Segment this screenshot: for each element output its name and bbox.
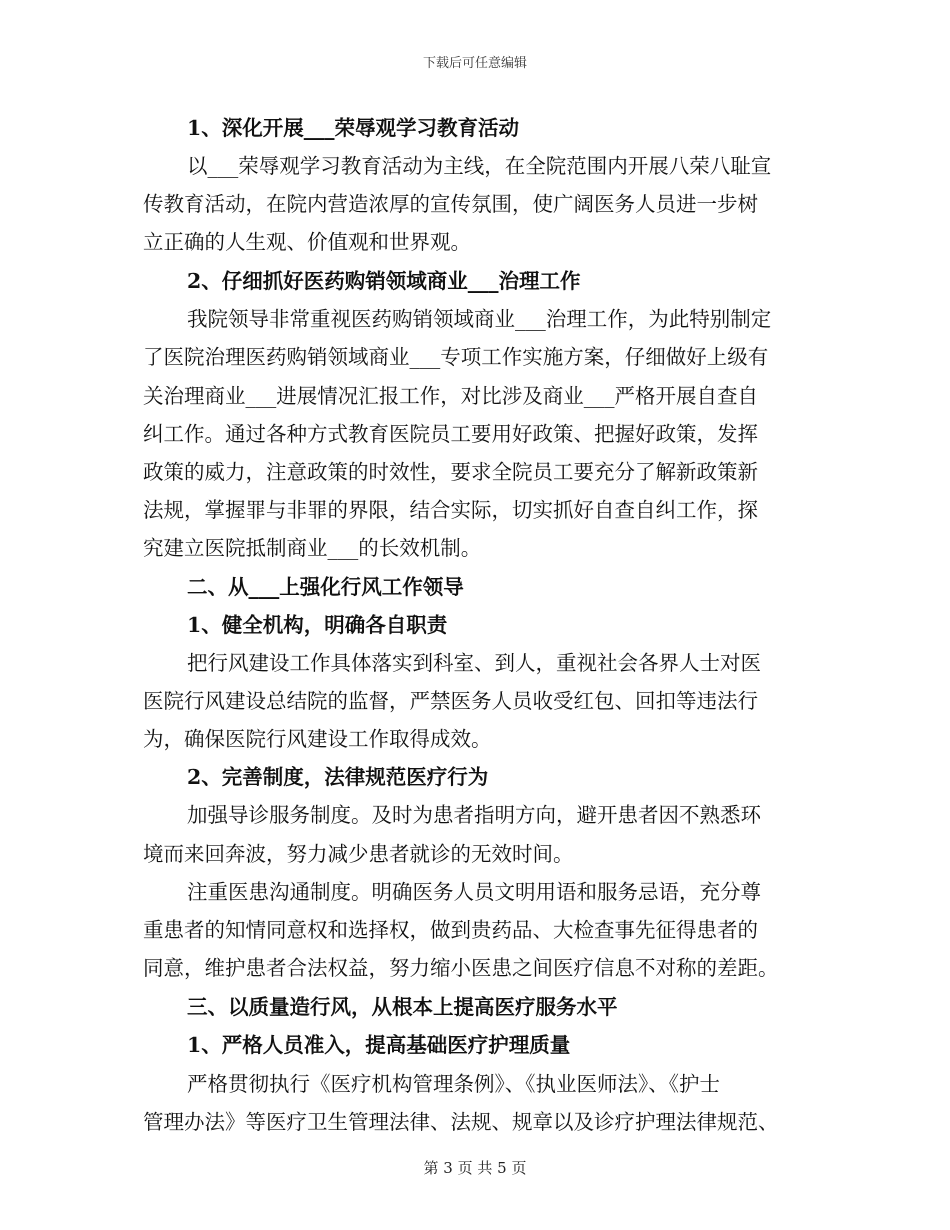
page-footer: 第 3 页 共 5 页	[423, 1159, 527, 1177]
section-heading: 三、以质量造行风，从根本上提高医疗服务水平	[187, 995, 618, 1019]
paragraph-line: 了医院治理医药购销领域商业___专项工作实施方案，仔细做好上级有	[143, 345, 769, 369]
paragraph-line: 关治理商业___进展情况汇报工作，对比涉及商业___严格开展自查自	[143, 384, 758, 408]
section-heading: 1、深化开展___荣辱观学习教育活动	[187, 116, 520, 140]
paragraph-line: 传教育活动，在院内营造浓厚的宣传氛围，使广阔医务人员进一步树	[143, 192, 758, 216]
paragraph-line: 把行风建设工作具体落实到科室、到人，重视社会各界人士对医	[187, 651, 761, 675]
paragraph-line: 严格贯彻执行《医疗机构管理条例》、《执业医师法》、《护士	[187, 1072, 720, 1096]
paragraph-line: 同意，维护患者合法权益，努力缩小医患之间医疗信息不对称的差距。	[143, 956, 779, 980]
paragraph-line: 境而来回奔波，努力减少患者就诊的无效时间。	[143, 842, 574, 866]
paragraph-line: 加强导诊服务制度。及时为患者指明方向，避开患者因不熟悉环	[187, 803, 761, 827]
paragraph-line: 注重医患沟通制度。明确医务人员文明用语和服务忌语，充分尊	[187, 880, 761, 904]
section-heading: 1、严格人员准入，提高基础医疗护理质量	[187, 1033, 571, 1057]
paragraph-line: 管理办法》等医疗卫生管理法律、法规、规章以及诊疗护理法律规范、	[143, 1110, 779, 1134]
paragraph-line: 医院行风建设总结院的监督，严禁医务人员收受红包、回扣等违法行	[143, 689, 758, 713]
paragraph-line: 究建立医院抵制商业___的长效机制。	[143, 536, 482, 560]
section-heading: 二、从___上强化行风工作领导	[187, 575, 464, 599]
section-heading: 2、完善制度，法律规范医疗行为	[187, 765, 489, 789]
paragraph-line: 我院领导非常重视医药购销领域商业___治理工作，为此特别制定	[187, 307, 772, 331]
paragraph-line: 重患者的知情同意权和选择权，做到贵药品、大检查事先征得患者的	[143, 918, 758, 942]
section-heading: 1、健全机构，明确各自职责	[187, 613, 448, 637]
paragraph-line: 以___荣辱观学习教育活动为主线，在全院范围内开展八荣八耻宣	[187, 154, 772, 178]
paragraph-line: 法规，掌握罪与非罪的界限，结合实际，切实抓好自查自纠工作，探	[143, 498, 758, 522]
paragraph-line: 纠工作。通过各种方式教育医院员工要用好政策、把握好政策，发挥	[143, 422, 758, 446]
paragraph-line: 政策的威力，注意政策的时效性，要求全院员工要充分了解新政策新	[143, 460, 758, 484]
paragraph-line: 为，确保医院行风建设工作取得成效。	[143, 727, 492, 751]
paragraph-line: 立正确的人生观、价值观和世界观。	[143, 230, 471, 254]
section-heading: 2、仔细抓好医药购销领域商业___治理工作	[187, 269, 581, 293]
page-header: 下载后可任意编辑	[422, 56, 527, 71]
